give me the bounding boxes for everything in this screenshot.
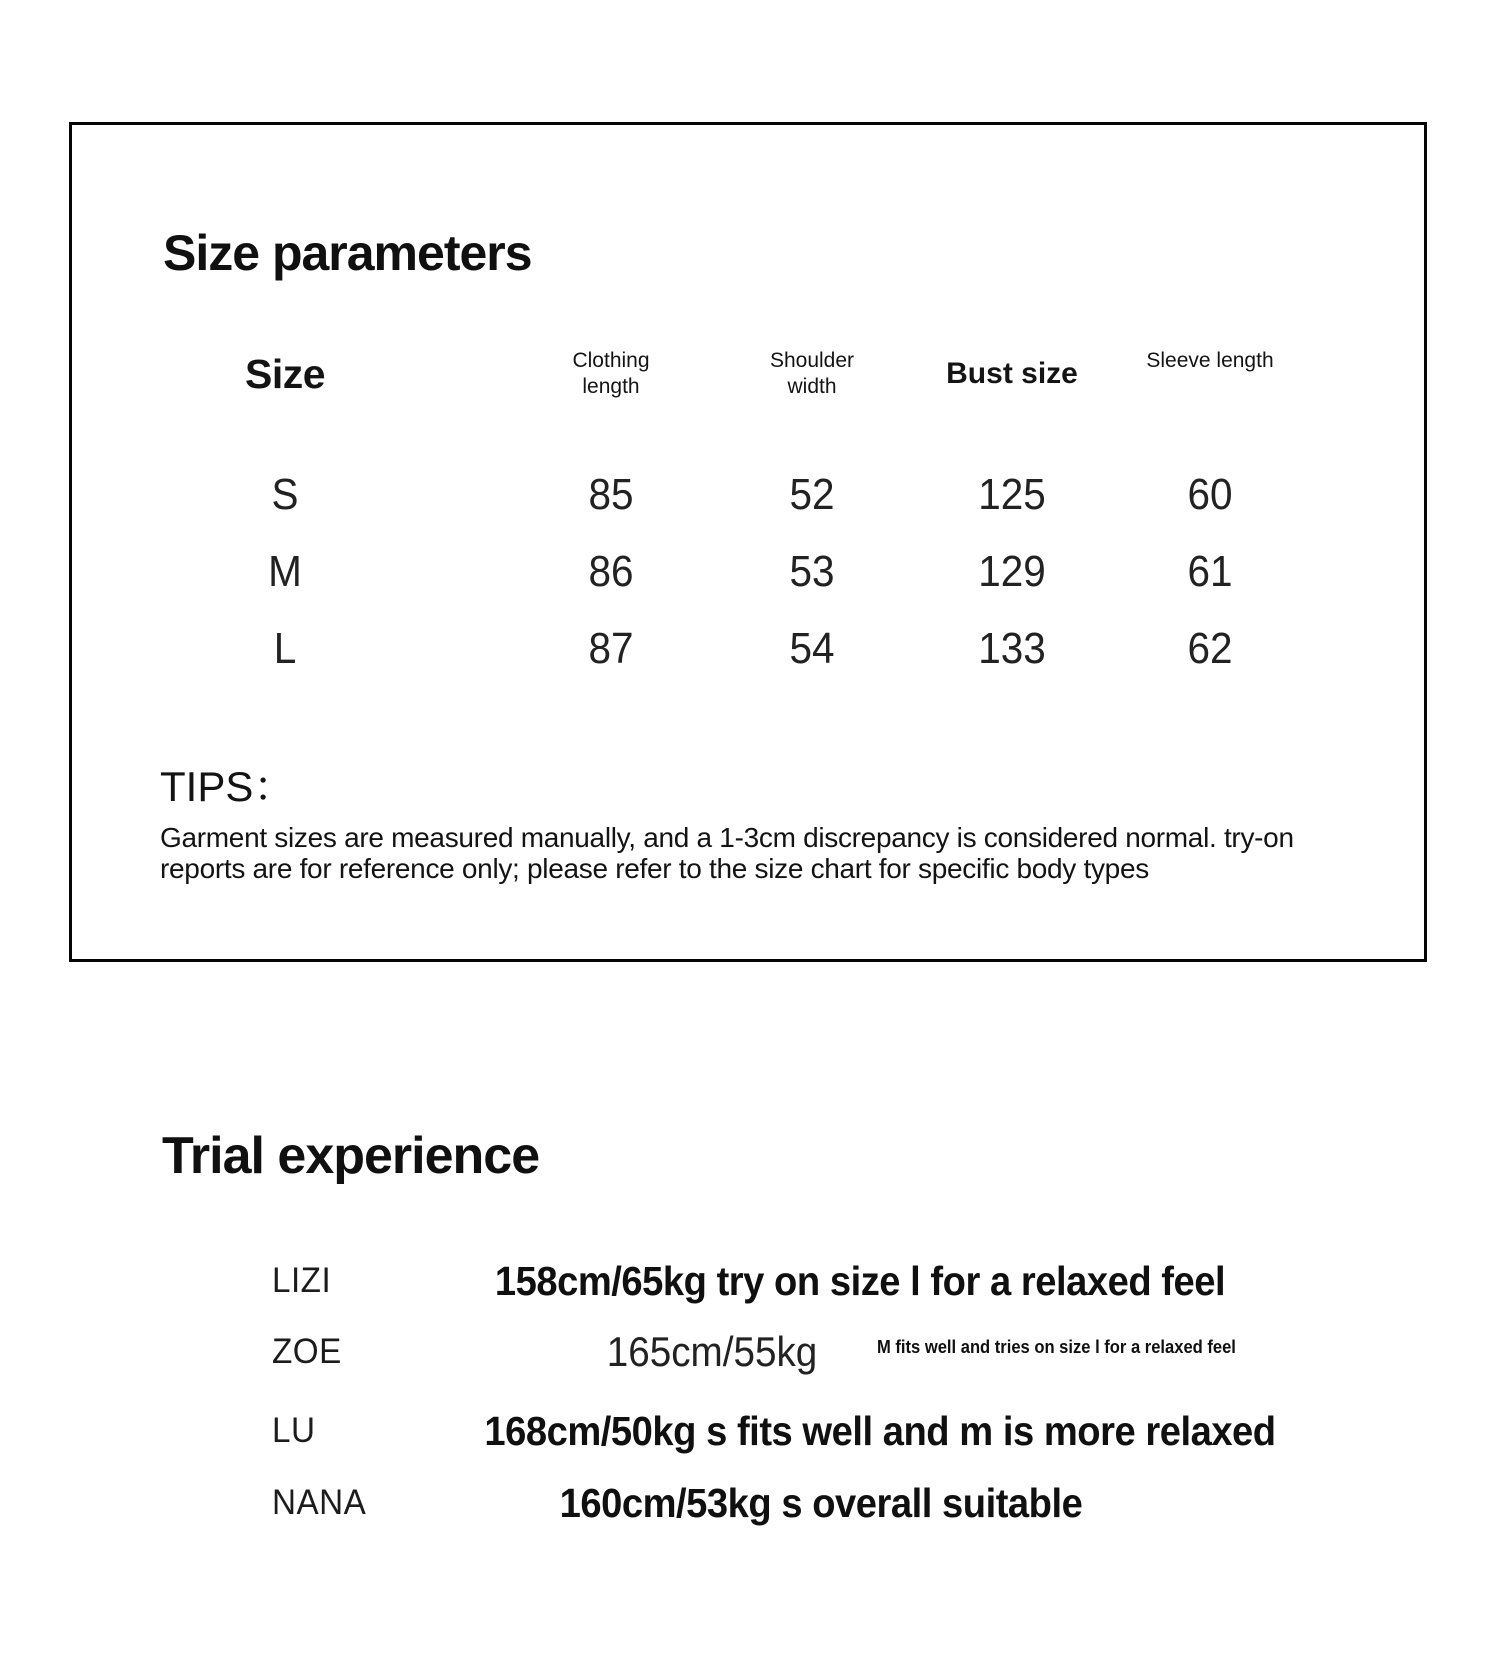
size-l-shoulder-width: 54 [789, 624, 835, 673]
tester-measurement-zoe: 165cm/55kg [606, 1328, 818, 1375]
column-header-shoulder-width: Shoulder width [769, 349, 855, 398]
tester-name-zoe: ZOE [272, 1332, 342, 1371]
size-row-label-l: L [273, 624, 297, 673]
column-header-size: Size [244, 351, 326, 397]
size-s-shoulder-width: 52 [789, 470, 835, 519]
tips-label: TIPS： [160, 763, 296, 810]
tester-note-lu: 168cm/50kg s fits well and m is more relaxed [484, 1408, 1276, 1454]
tester-name-lizi: LIZI [272, 1261, 332, 1300]
size-l-clothing-length: 87 [588, 624, 634, 673]
size-s-sleeve-length: 60 [1187, 470, 1233, 519]
size-l-bust-size: 133 [978, 624, 1046, 673]
size-l-sleeve-length: 62 [1187, 624, 1233, 673]
column-header-bust-size: Bust size [946, 357, 1078, 390]
column-header-sleeve-length: Sleeve length [1146, 349, 1274, 372]
tester-note-nana: 160cm/53kg s overall suitable [559, 1480, 1083, 1526]
size-row-label-s: S [271, 470, 299, 519]
size-m-sleeve-length: 61 [1187, 547, 1233, 596]
size-parameters-title: Size parameters [163, 225, 532, 281]
size-row-label-m: M [268, 547, 302, 596]
tester-name-nana: NANA [272, 1483, 367, 1522]
tester-note-zoe: M fits well and tries on size l for a relaxed feel [877, 1337, 1236, 1357]
size-s-bust-size: 125 [978, 470, 1046, 519]
size-m-shoulder-width: 53 [789, 547, 835, 596]
tester-name-lu: LU [272, 1411, 316, 1450]
tester-note-lizi: 158cm/65kg try on size l for a relaxed feel [494, 1258, 1226, 1304]
size-s-clothing-length: 85 [588, 470, 634, 519]
trial-experience-title: Trial experience [162, 1127, 540, 1185]
tips-text: Garment sizes are measured manually, and a 1-3cm discrepancy is considered normal. try-on reports are for reference only; please refer to the size chart for specific body types [160, 822, 1294, 884]
size-m-clothing-length: 86 [588, 547, 634, 596]
column-header-clothing-length: Clothing length [572, 349, 650, 398]
size-m-bust-size: 129 [978, 547, 1046, 596]
